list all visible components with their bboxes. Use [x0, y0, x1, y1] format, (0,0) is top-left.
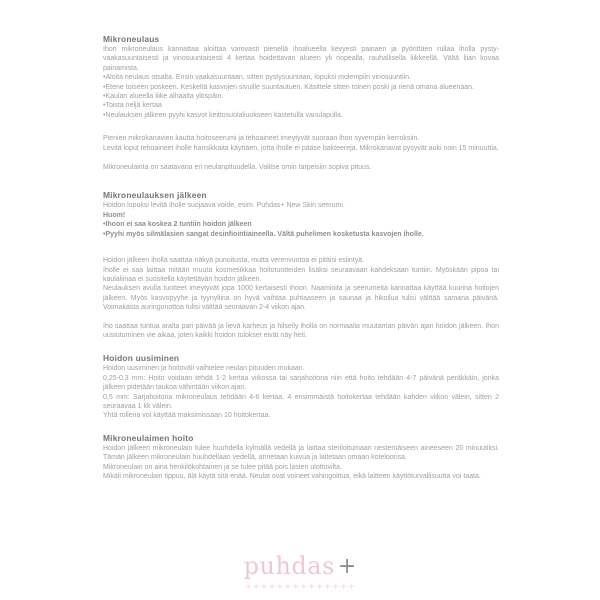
- text-line: Hoidon uusiminen ja hoitoväli vaihtelee neulan pituuden mukaan.: [103, 365, 305, 373]
- section-heading-jalkeen: Mikroneulauksen jälkeen: [103, 190, 207, 201]
- text-line: 0,25-0,3 mm: Hoito voidaan tehdä 1-2 kertaa viikossa tai sarjahoitona niin että hoito tehdään 4-7 päivänä peräkkäin, jonka jälkeen pidetään taukoa vähintään viikon ajan.: [103, 374, 499, 392]
- text-line: Hoidon jälkeen mikroneulain tulee huuhdella kylmällä vedellä ja laittaa steriloitumaan nestemäiseen aineeseen 20 minuutiksi. Tämän jälkeen mikroneulain huuhdellaan vedellä, annetaan kuivua ja laitetaan omaan koteloonsa.: [103, 444, 499, 462]
- bullet-item: • Ihoon ei saa koskea 2 tuntiin hoidon jälkeen: [103, 220, 499, 229]
- paragraph-neulanpituus: Mikroneulainta on saatavana eri neulanpituudella. Valitse omin tarpeisiin sopiva pituus.: [103, 164, 372, 172]
- text-line: Neulauksen avulla tuotteet imeytyvät jopa 1000 kertaisesti ihoon. Naamioita ja seerumeita kannattaa käyttää kuurina hoitojen jälkeen. Myös kasvopyyhe ja tyynyliina on hyvä vaihtaa puhtaaseen ja saunaa ja hikoilua tulisi välttää samana päivänä. Voimakasta auringonottoa tulisi välttää seuraavan 2-4 viikon ajan.: [103, 285, 499, 312]
- logo-plus-icon: +: [337, 554, 357, 579]
- bullet-item: • Toista neljä kertaa: [103, 101, 499, 110]
- section-heading-uusiminen: Hoidon uusiminen: [103, 353, 180, 364]
- paragraph-hoidon-jalkeen: [103, 256, 499, 312]
- logo-wordmark: puhdas: [243, 552, 335, 580]
- paragraph-mikrokanavat: [103, 134, 499, 153]
- text-line: Mikroneulain on aina henkilökohtainen ja se tulee pitää pois lasten ulottuvilta.: [103, 463, 342, 471]
- section-heading-mikroneulaus: Mikroneulaus: [103, 34, 160, 44]
- text-line: Hoidon jälkeen iholla saattaa näkyä punoitusta, mutta verenvuotoa ei pitäisi esiintyä.: [103, 257, 365, 265]
- text-line: Mikäli mikroneulain tippuu, älä käytä sitä enää. Neulat ovat voineet vahingoittua, eikä laitteen käyttöturvallisuutta voi taata.: [103, 473, 481, 480]
- section-heading-neulaimen-hoito: Mikroneulaimen hoito: [103, 432, 194, 443]
- text-line: Iholle ei saa laittaa mitään muuta kosmetiikkaa hoitotuotteiden lisäksi seuraavaan kahdeksaan tuntiin. Myöskään pipoa tai kaulaliinaa ei suositella käytettävän hoidon jälkeen.: [103, 266, 499, 283]
- paragraph-iho-saattaa: Iho saattaa tuntua aralta pari päivää ja lievä karheus ja hilseily iholla on normaalia muutaman päivän ajan hoidon jälkeen. Ihon uusiutuminen vie aikaa, joten kaikki hoidon tulokset eivät näy heti.: [103, 322, 499, 339]
- document-content: [103, 34, 499, 481]
- text-line: Yhtä rolleria voi käyttää maksimissaan 10 hoitokertaa.: [103, 412, 271, 420]
- bullet-item: • Pyyhi myös silmälasien sangat desinfiointiaineella. Vältä puhelimen kosketusta kasvojen iholle.: [103, 230, 499, 239]
- bullet-item: • Kaulan alueella liike alhaalta ylöspäin.: [103, 92, 499, 101]
- text-line: Levitä loput tehoaineet iholle hansikkaita käyttäen, jotta iholle ei pääse bakteereja. Mikrokanavat pysyvät auki noin 15 minuuttia.: [103, 144, 499, 152]
- paragraph-intro: Ihon mikroneulaus kannattaa aloittaa varovasti pienellä ihoalueella kevyesti painaen ja pyörittäen rullaa iholla pysty-vaakasuuntaisesti ja vinosuuntaisesti 4 kertaa hoidettavan alueen yli nopealla, rauhallisella liikkeellä. Vältä liian kovaa painamista.: [103, 46, 499, 72]
- bullet-item: • Aloita neulaus otsalta. Ensin vaakasuuntaan, sitten pystysuuntaan, lopuksi molempiin vinosuuntiin.: [103, 73, 499, 82]
- logo-plus-row: ++++++++++++++: [244, 582, 356, 592]
- text-line: Pienien mikrokanavien kautta hoitoseerumi ja tehoaineet imeytyvät suoraan ihon syvempiin kerroksiin.: [103, 135, 420, 143]
- bullet-list-neulaus: [103, 73, 499, 120]
- text-line: 0,5 mm: Sarjahoitona mikroneulaus tehdään 4-6 kertaa. 4 ensimmäistä hoitokertaa tehdään kahden viikon välein, sitten 2 seuraavaa 1 kk välein.: [103, 393, 499, 410]
- bullet-item: • Etene toiseen poskeen. Keskeltä kasvojen sivuille suuntautuen. Käsittele sitten toinen poski ja nenä omana alueenaan.: [103, 83, 499, 92]
- logo-wordmark-line: [0, 554, 600, 582]
- bullet-list-huom: [103, 220, 499, 239]
- brand-logo: [0, 554, 600, 592]
- text-line: Hoidon lopuksi levitä iholle suojaava voide, esim. Puhdas+ New Skin seerumi.: [103, 202, 345, 210]
- note-label: Huom!: [103, 211, 126, 219]
- bullet-item: • Neulauksen jälkeen pyyhi kasvot keittosuolaliuokseen kastetulla vanulapulla.: [103, 111, 499, 120]
